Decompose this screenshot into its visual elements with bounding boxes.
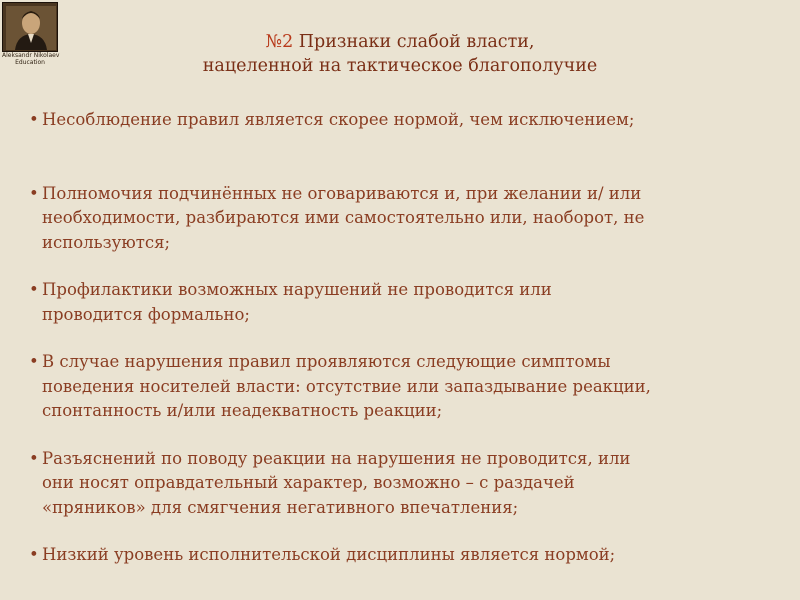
bullet-line: • В случае нарушения правил проявляются следующие симптомы [42, 352, 611, 371]
bullet-item [29, 108, 769, 133]
title-number: №2 [265, 32, 294, 52]
bullet-item [29, 543, 769, 568]
logo [2, 2, 58, 66]
bullet-item [29, 182, 769, 256]
logo-caption [2, 52, 58, 66]
bullet-line: необходимости, разбираются ими самостоятельно или, наоборот, не [42, 208, 645, 227]
bullet-line: • Разъяснений по поводу реакции на нарушения не проводится, или [42, 448, 631, 468]
title-line1-text: Признаки слабой власти, [293, 32, 535, 52]
slide-title [100, 30, 700, 78]
bullet-line: они носят оправдательный характер, возможно – с раздачей [42, 473, 575, 492]
bullet-line: используются; [42, 232, 171, 252]
bullet-list [29, 108, 769, 568]
bullet-line: «пряников» для смягчения негативного впечатления; [42, 497, 519, 517]
title-line-1 [100, 30, 700, 54]
bullet-line: • Низкий уровень исполнительской дисциплины является нормой; [42, 545, 616, 564]
logo-caption-line2: Education [15, 59, 45, 66]
title-line-2: нацеленной на тактическое благополучие [202, 56, 598, 76]
bullet-line: спонтанность и/или неадекватность реакции; [42, 401, 443, 420]
bullet-item [29, 447, 769, 521]
bullet-item [29, 350, 769, 424]
bullet-line: • Полномочия подчинённых не оговариваются и, при желании и/ или [42, 183, 642, 203]
logo-caption-line1: Aleksandr Nikolaev [2, 52, 60, 59]
bullet-line: проводится формально; [42, 304, 250, 324]
bullet-line: поведения носителей власти: отсутствие или запаздывание реакции, [42, 376, 651, 396]
bullet-line: • Профилактики возможных нарушений не проводится или [42, 280, 552, 299]
portrait-logo-image [2, 2, 58, 52]
bullet-line: • Несоблюдение правил является скорее нормой, чем исключением; [42, 110, 635, 129]
bullet-item [29, 278, 769, 327]
